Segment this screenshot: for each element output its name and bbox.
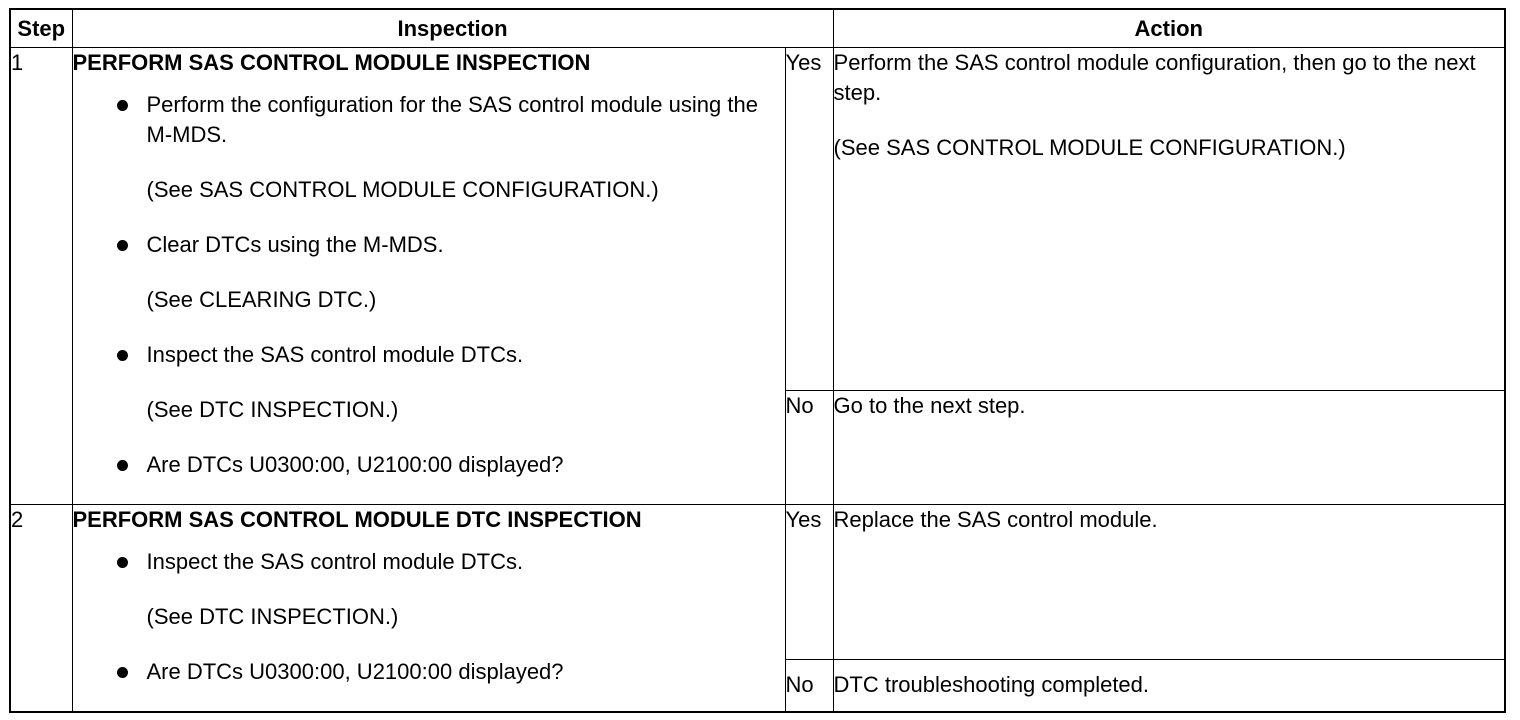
- bullet-icon: [117, 100, 128, 111]
- inspection-title: PERFORM SAS CONTROL MODULE INSPECTION: [72, 50, 591, 75]
- yes-action-text: Replace the SAS control module.: [833, 505, 1505, 660]
- inspection-question: [73, 450, 785, 480]
- table-row: [10, 505, 1505, 660]
- inspection-item-text: Inspect the SAS control module DTCs.: [146, 549, 524, 574]
- no-label: No: [785, 391, 833, 505]
- bullet-icon: [117, 460, 128, 471]
- table-row: [10, 48, 1505, 391]
- inspection-question: [73, 657, 785, 687]
- inspection-cell: [72, 48, 785, 505]
- inspection-cell: [72, 505, 785, 712]
- no-action-text: Go to the next step.: [833, 391, 1505, 505]
- yes-action-cell: [833, 48, 1505, 391]
- inspection-column-header: Inspection: [72, 9, 833, 48]
- action-column-header: Action: [833, 9, 1505, 48]
- inspection-item-text: Are DTCs U0300:00, U2100:00 displayed?: [146, 452, 564, 477]
- reference-note: (See SAS CONTROL MODULE CONFIGURATION.): [833, 135, 1346, 160]
- inspection-item-text: Clear DTCs using the M-MDS.: [146, 232, 444, 257]
- troubleshooting-table: [9, 8, 1506, 713]
- no-action-text: DTC troubleshooting completed.: [833, 660, 1505, 712]
- table-header-row: [10, 9, 1505, 48]
- bullet-icon: [117, 240, 128, 251]
- inspection-title: PERFORM SAS CONTROL MODULE DTC INSPECTION: [72, 507, 642, 532]
- inspection-item-text: Are DTCs U0300:00, U2100:00 displayed?: [146, 659, 564, 684]
- inspection-item-text: Inspect the SAS control module DTCs.: [146, 342, 524, 367]
- inspection-item: [73, 547, 785, 577]
- step-number: 1: [10, 48, 72, 505]
- inspection-item: [73, 90, 785, 150]
- no-label: No: [785, 660, 833, 712]
- inspection-item: [73, 230, 785, 260]
- bullet-icon: [117, 667, 128, 678]
- yes-label: Yes: [785, 505, 833, 660]
- yes-label: Yes: [785, 48, 833, 391]
- reference-note: (See DTC INSPECTION.): [146, 604, 399, 629]
- reference-note: (See DTC INSPECTION.): [146, 397, 399, 422]
- reference-note: (See CLEARING DTC.): [146, 287, 377, 312]
- inspection-item: [73, 340, 785, 370]
- step-column-header: Step: [10, 9, 72, 48]
- yes-action-text: Perform the SAS control module configuration, then go to the next step.: [833, 50, 1476, 105]
- reference-note: (See SAS CONTROL MODULE CONFIGURATION.): [146, 177, 659, 202]
- bullet-icon: [117, 557, 128, 568]
- step-number: 2: [10, 505, 72, 712]
- bullet-icon: [117, 350, 128, 361]
- inspection-item-text: Perform the configuration for the SAS control module using the M-MDS.: [146, 92, 758, 147]
